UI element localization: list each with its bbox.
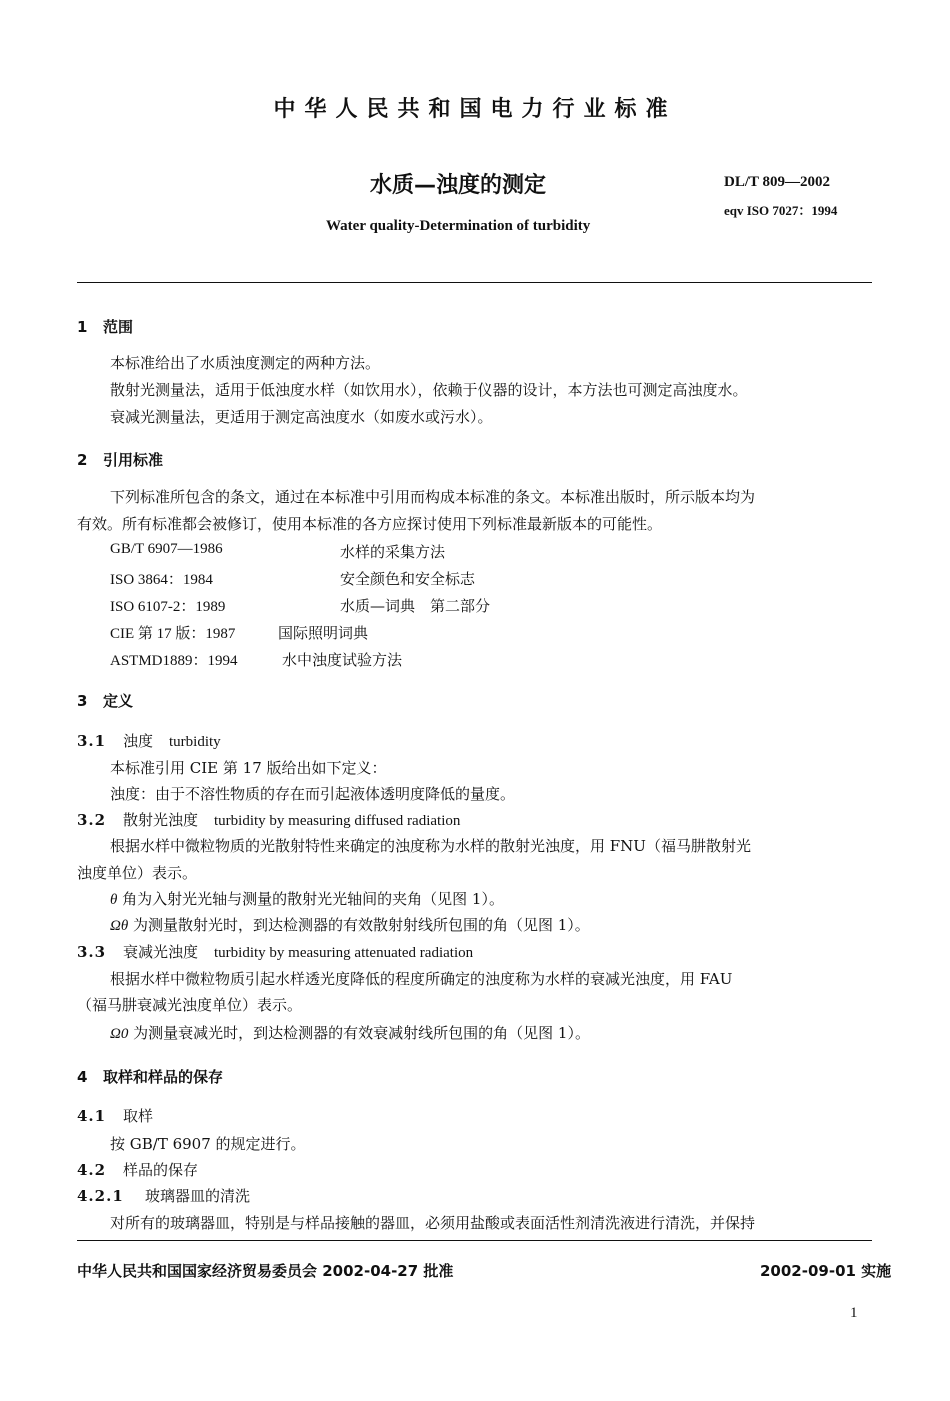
- reference-code: ISO 6107-2：1989: [110, 599, 226, 615]
- subsection-4-1-heading: [77, 1105, 153, 1126]
- section-number: 2: [77, 451, 88, 469]
- reference-title: 国际照明词典: [278, 624, 369, 642]
- section-title: 定义: [103, 692, 134, 710]
- paragraph: 下列标准所包含的条文，通过在本标准中引用而构成本标准的条文。本标准出版时，所示版本均为: [110, 488, 756, 506]
- subsection-3-1-heading: [77, 730, 221, 751]
- document-title: 水质—浊度的测定: [370, 173, 547, 198]
- subsection-number: 4.1: [77, 1107, 107, 1125]
- section-number: 1: [77, 318, 88, 336]
- paragraph: 本标准给出了水质浊度测定的两种方法。: [110, 354, 381, 372]
- paragraph: 本标准引用 CIE 第 17 版给出如下定义：: [110, 759, 387, 777]
- subsection-number: 3.2: [77, 811, 107, 829]
- theta-symbol: θ: [110, 892, 118, 908]
- reference-title: 水中浊度试验方法: [282, 651, 403, 669]
- section-number: 3: [77, 692, 88, 710]
- section-title: 引用标准: [103, 451, 164, 469]
- paragraph-text: 角为入射光光轴与测量的散射光光轴间的夹角（见图 1）。: [117, 890, 504, 908]
- reference-code: GB/T 6907—1986: [110, 541, 223, 557]
- paragraph: 散射光测量法，适用于低浊度水样（如饮用水），依赖于仪器的设计，本方法也可测定高浊度水。: [110, 381, 748, 399]
- header-divider: [77, 282, 872, 283]
- reference-code: CIE 第 17 版：1987: [110, 626, 236, 642]
- paragraph: 根据水样中微粒物质的光散射特性来确定的浊度称为水样的散射光浊度，用 FNU（福马肼散射光: [110, 837, 751, 855]
- paragraph: 有效。所有标准都会被修订，使用本标准的各方应探讨使用下列标准最新版本的可能性。: [77, 515, 663, 533]
- reference-code: ISO 3864：1984: [110, 572, 213, 588]
- reference-title: 水样的采集方法: [340, 543, 446, 561]
- section-1-heading: [77, 316, 133, 337]
- subsection-3-2-heading: [77, 809, 460, 830]
- equivalent-standard: eqv ISO 7027：1994: [724, 203, 838, 218]
- reference-title: 水质—词典 第二部分: [340, 597, 491, 615]
- subsection-number: 4.2: [77, 1161, 107, 1179]
- subsection-title-english: turbidity by measuring diffused radiation: [214, 813, 461, 829]
- subsection-title: 取样: [123, 1107, 154, 1125]
- paragraph: 浊度：由于不溶性物质的存在而引起液体透明度降低的量度。: [110, 785, 516, 803]
- subsection-title-english: turbidity by measuring attenuated radiation: [214, 945, 474, 961]
- paragraph-text: 为测量散射光时，到达检测器的有效散射射线所包围的角（见图 1）。: [128, 916, 590, 934]
- section-title: 取样和样品的保存: [103, 1068, 224, 1086]
- paragraph-text: 为测量衰减光时，到达检测器的有效衰减射线所包围的角（见图 1）。: [128, 1024, 590, 1042]
- subsection-title: 玻璃器皿的清洗: [145, 1187, 251, 1205]
- subsection-number: 4.2.1: [77, 1187, 124, 1205]
- document-subtitle-english: Water quality-Determination of turbidity: [326, 218, 591, 234]
- section-2-heading: [77, 449, 163, 470]
- standard-title: 中华人民共和国电力行业标准: [273, 97, 677, 122]
- subsection-title: 浊度: [123, 732, 154, 750]
- subsection-number: 3.3: [77, 943, 107, 961]
- section-3-heading: [77, 690, 133, 711]
- subsection-title-english: turbidity: [169, 734, 221, 750]
- subsection-number: 3.1: [77, 732, 107, 750]
- document-number: DL/T 809—2002: [724, 174, 830, 190]
- paragraph: 根据水样中微粒物质引起水样透光度降低的程度所确定的浊度称为水样的衰减光浊度，用 FAU: [110, 970, 733, 988]
- paragraph: 对所有的玻璃器皿，特别是与样品接触的器皿，必须用盐酸或表面活性剂清洗液进行清洗，并保持: [110, 1214, 756, 1232]
- omega-zero-symbol: Ω0: [110, 1026, 129, 1042]
- reference-code: ASTMD1889：1994: [110, 653, 238, 669]
- paragraph: （福马肼衰减光浊度单位）表示。: [77, 996, 303, 1014]
- subsection-title: 散射光浊度: [123, 811, 199, 829]
- omega-theta-symbol: Ωθ: [110, 918, 129, 934]
- paragraph: [110, 1022, 590, 1043]
- section-number: 4: [77, 1068, 88, 1086]
- section-title: 范围: [103, 318, 134, 336]
- subsection-4-2-1-heading: [77, 1185, 250, 1206]
- paragraph: 浊度单位）表示。: [77, 864, 198, 882]
- section-4-heading: [77, 1066, 223, 1087]
- subsection-4-2-heading: [77, 1159, 198, 1180]
- paragraph: [110, 888, 504, 909]
- paragraph: 按 GB/T 6907 的规定进行。: [110, 1135, 306, 1153]
- effective-date: 2002-09-01 实施: [760, 1262, 892, 1280]
- subsection-title: 样品的保存: [123, 1161, 199, 1179]
- footer-divider: [77, 1240, 872, 1241]
- paragraph: 衰减光测量法，更适用于测定高浊度水（如废水或污水）。: [110, 408, 493, 426]
- page-number: 1: [850, 1305, 858, 1321]
- paragraph: [110, 914, 590, 935]
- approval-statement: 中华人民共和国国家经济贸易委员会 2002-04-27 批准: [77, 1262, 454, 1280]
- subsection-title: 衰减光浊度: [123, 943, 199, 961]
- reference-title: 安全颜色和安全标志: [340, 570, 476, 588]
- subsection-3-3-heading: [77, 941, 473, 962]
